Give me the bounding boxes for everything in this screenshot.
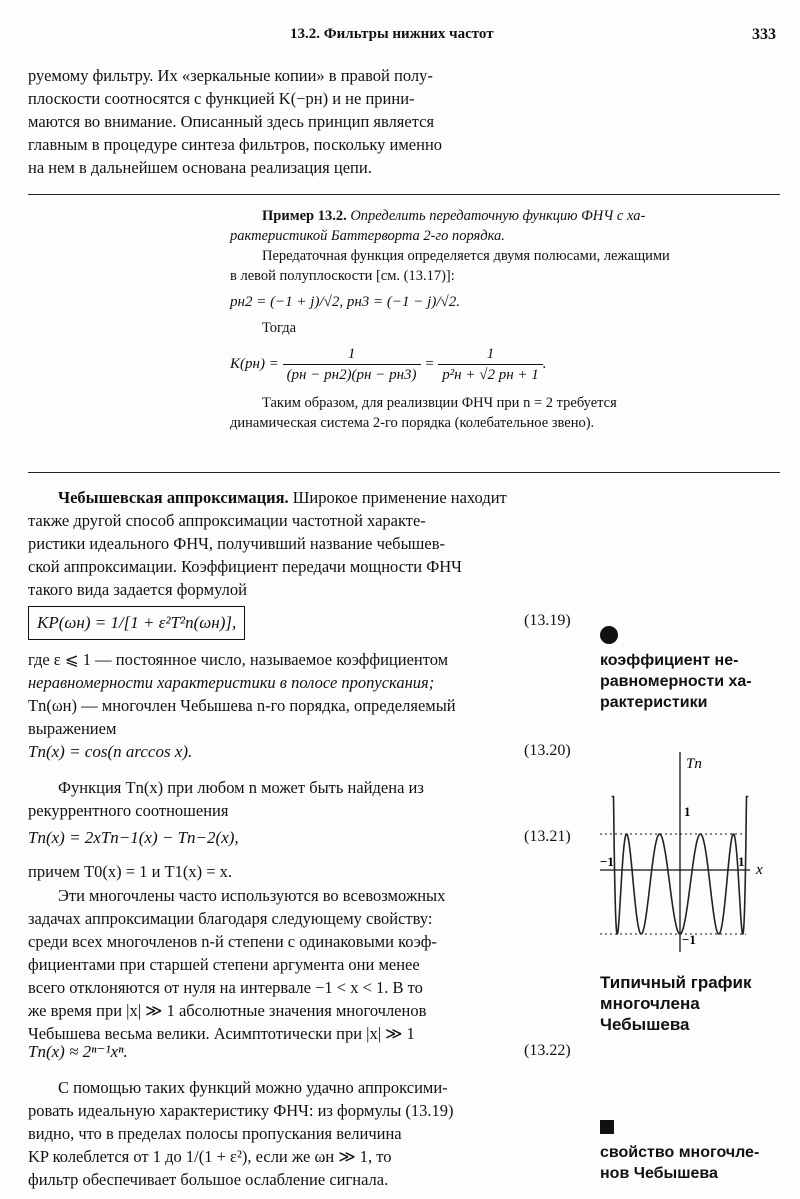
text-line: главным в процедуре синтеза фильтров, поскольку именно [28,135,443,154]
text-line: видно, что в пределах полосы пропускания величина [28,1124,402,1143]
page-number: 333 [752,26,776,43]
equation-13-19: KP(ωн) = 1/[1 + ε²T²n(ωн)], [28,606,245,640]
tick-one-y: 1 [684,804,691,819]
equation-number: (13.21) [524,828,571,845]
graph-caption: Типичный график многочлена Чебышева [600,973,752,1034]
fraction-2: $\frac{1}{\text{p²н + √2 pн + 1}}$ [438,344,543,385]
text-line: где ε ⩽ 1 — постоянное число, называемое коэффициентом [28,650,449,669]
equation-number: (13.22) [524,1042,571,1059]
text-line: всего отклоняются от нуля на интервале −1 < x < 1. В то [28,978,423,997]
example-label: Пример 13.2. [262,208,347,224]
text-line: фильтр обеспечивает большое ослабление сигнала. [28,1170,389,1189]
text-line: же время при |x| ≫ 1 абсолютные значения многочленов [28,1001,427,1020]
text-line: Чебышева весьма велики. Асимптотически при |x| ≫ 1 [28,1024,415,1043]
tick-minus-one-y: −1 [682,932,696,947]
equation-13-21: Tn(x) = 2xTn−1(x) − Tn−2(x), [28,828,239,847]
text-line: задачах аппроксимации благодаря следующему свойству: [28,909,433,928]
example-conclusion: Таким образом, для реализвции ФНЧ при n = 2 требуется [262,395,617,411]
text-line: Tn(ωн) — многочлен Чебышева n-го порядка, определяемый [28,696,456,715]
bullet-icon [600,626,618,644]
then-word: Тогда [262,320,297,336]
section-heading: Чебышевская аппроксимация. [58,488,289,507]
example-block [230,206,782,433]
text-line: также другой способ аппроксимации частотной характе- [28,511,426,530]
chebyshev-section: Чебышевская аппроксимация. Широкое применение находит также другой способ аппроксимации частотной характе- ристики идеального ФНЧ, получивший название чебышев- ской аппроксимации. Коэффициент передачи мощности ФНЧ такого вида задается формулой [28,486,580,601]
text-line: ровать идеальную характеристику ФНЧ: из формулы (13.19) [28,1101,454,1120]
divider-bottom [28,472,780,473]
intro-paragraph [28,64,580,179]
chebyshev-plot [600,752,780,952]
tick-one-x: 1 [738,854,745,869]
sidebar-note-property: свойство многочле- нов Чебышева [600,1144,760,1182]
text-line: Эти многочлены часто используются во всевозможных [58,886,446,905]
text-line: KP колеблется от 1 до 1/(1 + ε²), если же ωн ≫ 1, то [28,1147,392,1166]
running-header: 13.2. Фильтры нижних частот [290,26,494,42]
text-line: рекуррентного соотношения [28,801,229,820]
equation-13-20: Tn(x) = cos(n arccos x). [28,742,193,761]
equation-number: (13.19) [524,612,571,629]
example-text: Передаточная функция определяется двумя полюсами, лежащими [262,248,670,264]
text-line: С помощью таких функций можно удачно аппроксими- [58,1078,448,1097]
text-line: ристики идеального ФНЧ, получивший название чебышев- [28,534,445,553]
equation-number: (13.20) [524,742,571,759]
example-text: в левой полуплоскости [см. (13.17)]: [230,268,455,284]
divider-top [28,194,780,195]
example-title: Определить передаточную функцию ФНЧ с ха- [350,208,646,224]
example-title-2: рактеристикой Баттерворта 2-го порядка. [230,228,505,244]
plot-xlabel: x [756,862,763,878]
text-line: ской аппроксимации. Коэффициент передачи мощности ФНЧ [28,557,462,576]
text-line: фициентами при старшей степени аргумента они менее [28,955,420,974]
init-line: причем T0(x) = 1 и T1(x) = x. [28,862,233,881]
function-paragraph [28,776,580,822]
example-conclusion: динамическая система 2-го порядка (колебательное звено). [230,415,595,431]
k-function-formula: K(pн) = $\frac{1}{(pн - pн2)(pн - pн3)}$ = $\frac{1}{\text{p²н + √2 pн + 1}}$ . [230,346,547,383]
text-line: неравномерности характеристики в полосе пропускания; [28,673,435,692]
final-paragraph [28,1076,580,1191]
square-bullet-icon [600,1120,614,1134]
text-line: выражением [28,719,117,738]
text-line: на нем в дальнейшем основана реализация цепи. [28,158,372,177]
where-paragraph [28,648,580,740]
fraction-1: $\frac{1}{(pн - pн2)(pн - pн3)}$ [283,344,421,385]
text-line: маются во внимание. Описанный здесь принцип является [28,112,435,131]
poles-formula: pн2 = (−1 + j)/√2, pн3 = (−1 − j)/√2. [230,294,460,310]
text-line: Функция Tn(x) при любом n может быть найдена из [58,778,424,797]
text-line: руемому фильтру. Их «зеркальные копии» в правой полу- [28,66,433,85]
tick-minus-one-x: −1 [600,854,614,869]
property-paragraph [28,884,580,1045]
plot-ylabel: Tn [686,756,702,772]
k-lhs: K(pн) = [230,355,279,372]
text-line: такого вида задается формулой [28,580,247,599]
text-line: плоскости соотносятся с функцией K(−pн) и не прини- [28,89,415,108]
sidebar-note-unevenness: коэффициент не- равномерности ха- рактеристики [600,652,752,711]
text-line: среди всех многочленов n-й степени с одинаковыми коэф- [28,932,437,951]
equation-13-22: Tn(x) ≈ 2ⁿ⁻¹xⁿ. [28,1042,128,1061]
